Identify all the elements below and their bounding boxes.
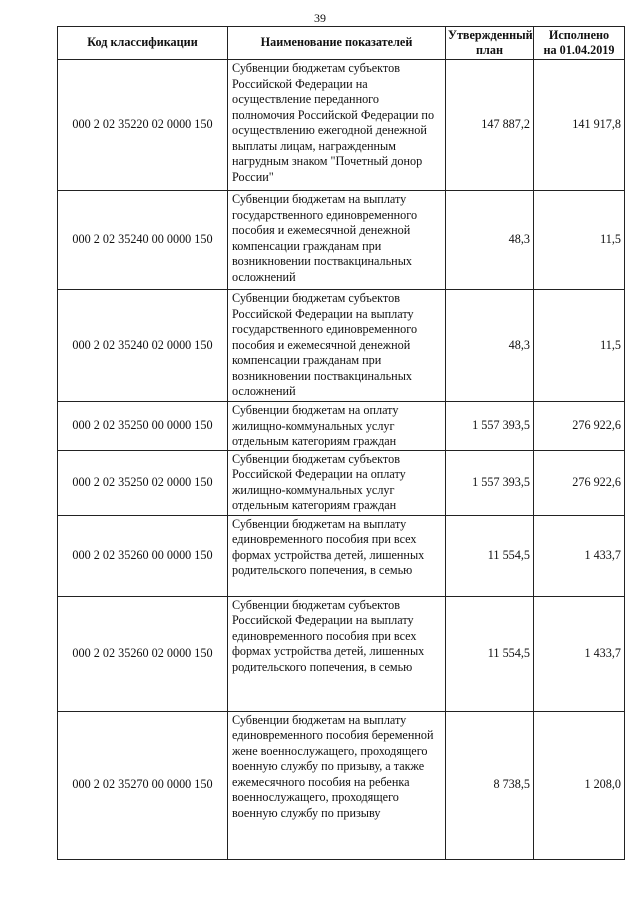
code-cell: 000 2 02 35260 02 0000 150 bbox=[58, 596, 228, 711]
done-cell: 141 917,8 bbox=[534, 60, 625, 191]
column-header-plan bbox=[446, 27, 534, 60]
table-row bbox=[58, 402, 625, 451]
code-cell: 000 2 02 35240 00 0000 150 bbox=[58, 191, 228, 290]
plan-cell: 147 887,2 bbox=[446, 60, 534, 191]
column-header-code: Код классификации bbox=[58, 27, 228, 60]
plan-cell: 11 554,5 bbox=[446, 596, 534, 711]
name-cell: Субвенции бюджетам субъектов Российской Федерации на осуществление переданного полномочия Российской Федерации по осуществлению ежегодной денежной выплаты лицам, награжденным нагрудным знаком "Почетный донор России" bbox=[228, 60, 446, 191]
name-cell: Субвенции бюджетам на выплату единовременного пособия при всех формах устройства детей, лишенных родительского попечения, в семью bbox=[228, 515, 446, 596]
name-cell: Субвенции бюджетам на оплату жилищно-коммунальных услуг отдельным категориям граждан bbox=[228, 402, 446, 451]
name-cell: Субвенции бюджетам субъектов Российской Федерации на выплату государственного единовременного пособия и ежемесячной денежной компенсации гражданам при возникновении поствакцинальных осложнений bbox=[228, 290, 446, 402]
plan-cell: 1 557 393,5 bbox=[446, 450, 534, 515]
table-row bbox=[58, 711, 625, 859]
table-row bbox=[58, 515, 625, 596]
code-cell: 000 2 02 35250 00 0000 150 bbox=[58, 402, 228, 451]
done-cell: 276 922,6 bbox=[534, 402, 625, 451]
name-cell: Субвенции бюджетам на выплату единовременного пособия беременной жене военнослужащего, проходящего военную службу по призыву, а также ежемесячного пособия на ребенка военнослужащего, проходящего военную службу по призыву bbox=[228, 711, 446, 859]
code-cell: 000 2 02 35220 02 0000 150 bbox=[58, 60, 228, 191]
plan-cell: 48,3 bbox=[446, 290, 534, 402]
column-header-name: Наименование показателей bbox=[228, 27, 446, 60]
done-cell: 11,5 bbox=[534, 290, 625, 402]
budget-table bbox=[57, 26, 625, 860]
column-header-done-line1: Исполнено bbox=[548, 27, 610, 42]
code-cell: 000 2 02 35260 00 0000 150 bbox=[58, 515, 228, 596]
name-cell: Субвенции бюджетам субъектов Российской Федерации на оплату жилищно-коммунальных услуг отдельным категориям граждан bbox=[228, 450, 446, 515]
name-cell: Субвенции бюджетам субъектов Российской Федерации на выплату единовременного пособия при всех формах устройства детей, лишенных родительского попечения, в семью bbox=[228, 596, 446, 711]
column-header-done bbox=[534, 27, 625, 60]
table-row bbox=[58, 60, 625, 191]
header-row bbox=[58, 27, 625, 60]
column-header-plan-line2: план bbox=[476, 43, 503, 57]
page-number: 39 bbox=[314, 11, 326, 25]
done-cell: 1 433,7 bbox=[534, 596, 625, 711]
code-cell: 000 2 02 35270 00 0000 150 bbox=[58, 711, 228, 859]
plan-cell: 8 738,5 bbox=[446, 711, 534, 859]
plan-cell: 11 554,5 bbox=[446, 515, 534, 596]
done-cell: 1 433,7 bbox=[534, 515, 625, 596]
table-row bbox=[58, 596, 625, 711]
plan-cell: 1 557 393,5 bbox=[446, 402, 534, 451]
name-cell: Субвенции бюджетам на выплату государственного единовременного пособия и ежемесячной денежной компенсации гражданам при возникновении поствакцинальных осложнений bbox=[228, 191, 446, 290]
table-row bbox=[58, 290, 625, 402]
column-header-plan-line1: Утвержденный bbox=[448, 27, 533, 42]
done-cell: 276 922,6 bbox=[534, 450, 625, 515]
table-row bbox=[58, 191, 625, 290]
table-row bbox=[58, 450, 625, 515]
code-cell: 000 2 02 35240 02 0000 150 bbox=[58, 290, 228, 402]
code-cell: 000 2 02 35250 02 0000 150 bbox=[58, 450, 228, 515]
done-cell: 11,5 bbox=[534, 191, 625, 290]
done-cell: 1 208,0 bbox=[534, 711, 625, 859]
column-header-done-line2: на 01.04.2019 bbox=[543, 43, 615, 57]
plan-cell: 48,3 bbox=[446, 191, 534, 290]
